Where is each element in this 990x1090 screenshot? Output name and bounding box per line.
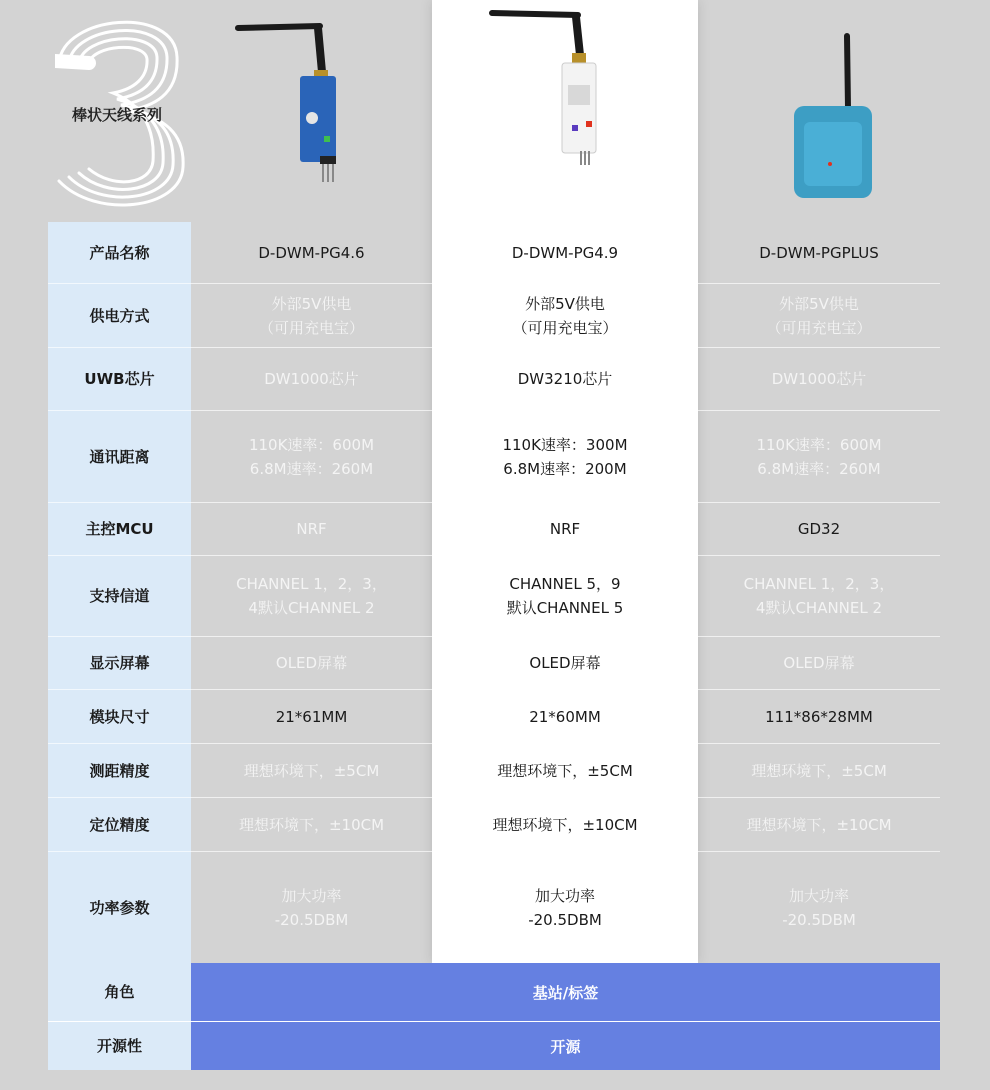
table-row-merged	[48, 1022, 940, 1070]
table-cell: GD32	[797, 520, 841, 538]
table-cell: DW1000芯片	[264, 370, 359, 388]
row-label: 定位精度	[89, 815, 150, 834]
row-label: UWB芯片	[84, 370, 155, 388]
table-cell: CHANNEL 5，9 默认CHANNEL 5	[506, 575, 624, 617]
table-cell: 理想环境下，±5CM	[751, 761, 887, 780]
merged-cell: 基站/标签	[191, 963, 940, 1021]
table-row	[48, 556, 940, 637]
table-cell: 理想环境下，±10CM	[746, 815, 892, 834]
product-image-pgplus	[788, 32, 878, 202]
table-cell: OLED屏幕	[783, 654, 855, 672]
table-cell: 加大功率 -20.5DBM	[274, 886, 349, 929]
table-row	[48, 222, 940, 284]
table-cell: CHANNEL 1，2，3， 4默认CHANNEL 2	[743, 575, 895, 617]
merged-cell: 开源	[191, 1022, 940, 1070]
table-cell: 理想环境下，±10CM	[238, 815, 385, 834]
table-cell: 理想环境下，±5CM	[497, 761, 633, 780]
row-label: 角色	[104, 983, 135, 1001]
table-cell: 外部5V供电 （可用充电宝）	[258, 294, 364, 337]
table-cell: 加大功率 -20.5DBM	[528, 886, 602, 929]
table-row	[48, 348, 940, 411]
product-image-pg46	[232, 18, 362, 193]
table-cell: OLED屏幕	[275, 654, 348, 672]
table-row	[48, 852, 940, 963]
table-cell: 加大功率 -20.5DBM	[782, 886, 856, 929]
product-image-pg49	[488, 5, 608, 190]
series-title: 棒状天线系列	[72, 106, 163, 124]
row-label: 供电方式	[89, 306, 150, 325]
table-row	[48, 637, 940, 690]
table-cell: 理想环境下，±5CM	[243, 761, 380, 780]
table-cell: 21*60MM	[529, 707, 601, 726]
table-cell: 外部5V供电 （可用充电宝）	[766, 294, 872, 337]
row-label: 支持信道	[89, 587, 150, 605]
table-cell: D-DWM-PG4.6	[258, 243, 365, 262]
table-cell: 21*61MM	[275, 707, 348, 726]
table-row	[48, 798, 940, 852]
table-cell: OLED屏幕	[529, 654, 601, 672]
table-row	[48, 503, 940, 556]
table-cell: D-DWM-PGPLUS	[759, 243, 879, 262]
row-label: 功率参数	[89, 898, 150, 917]
table-row	[48, 744, 940, 798]
table-cell: 110K速率：600M 6.8M速率：260M	[756, 435, 882, 478]
row-label: 开源性	[96, 1037, 142, 1055]
table-cell: 理想环境下，±10CM	[492, 815, 638, 834]
row-label: 测距精度	[89, 761, 150, 780]
table-cell: NRF	[296, 520, 327, 538]
row-label: 主控MCU	[85, 520, 154, 538]
table-row-merged	[48, 963, 940, 1022]
table-cell: 外部5V供电 （可用充电宝）	[512, 294, 618, 337]
table-cell: DW1000芯片	[771, 370, 867, 388]
row-label: 显示屏幕	[89, 654, 150, 672]
table-cell: DW3210芯片	[517, 370, 613, 388]
row-label: 模块尺寸	[89, 707, 150, 726]
table-row	[48, 690, 940, 744]
table-row	[48, 411, 940, 503]
row-label: 产品名称	[89, 243, 150, 262]
table-cell: CHANNEL 1，2，3， 4默认CHANNEL 2	[236, 575, 387, 617]
row-label: 通讯距离	[89, 447, 150, 466]
table-cell: 110K速率：300M 6.8M速率：200M	[502, 435, 628, 478]
table-row	[48, 284, 940, 348]
table-cell: 110K速率：600M 6.8M速率：260M	[248, 435, 375, 478]
table-cell: D-DWM-PG4.9	[511, 243, 619, 262]
table-cell: NRF	[549, 520, 581, 538]
table-cell: 111*86*28MM	[765, 707, 873, 726]
